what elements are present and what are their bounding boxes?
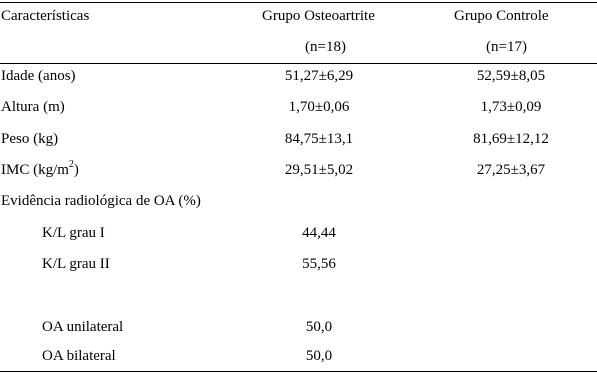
row-label-imc: [1, 161, 79, 179]
table-top-rule: [0, 2, 597, 3]
row-label-altura: Altura (m): [1, 99, 65, 115]
header-group2-name: Grupo Controle: [454, 8, 549, 24]
row-label-imc-prefix: IMC (kg/m: [1, 162, 69, 178]
table-bottom-rule: [0, 371, 597, 372]
row-label-oa-bilateral: OA bilateral: [42, 348, 116, 364]
row-value-group1-imc: 29,51±5,02: [284, 162, 354, 178]
row-label-imc-suffix: ): [73, 162, 79, 178]
row-label-oa-unilateral: OA unilateral: [42, 319, 124, 335]
row-label-evidencia-radiologica: Evidência radiológica de OA (%): [1, 193, 201, 209]
row-label-idade: Idade (anos): [1, 68, 76, 84]
row-label-peso: Peso (kg): [1, 131, 59, 147]
row-value-group2-peso: 81,69±12,12: [473, 131, 549, 147]
row-value-group1-idade: 51,27±6,29: [284, 68, 354, 84]
row-value-group2-imc: 27,25±3,67: [476, 162, 546, 178]
row-value-group2-idade: 52,59±8,05: [476, 68, 546, 84]
header-group1-name: Grupo Osteoartrite: [262, 8, 375, 24]
row-value-group1-oa-unilateral: 50,0: [305, 319, 333, 335]
row-label-kl-grau-1: K/L grau I: [42, 225, 105, 241]
row-value-group1-peso: 84,75±13,1: [284, 131, 354, 147]
header-group1-n: (n=18): [305, 39, 346, 55]
table-header-rule: [0, 63, 597, 64]
row-value-group1-kl-grau-2: 55,56: [302, 256, 336, 272]
header-group2-n: (n=17): [486, 39, 527, 55]
row-value-group1-oa-bilateral: 50,0: [305, 348, 333, 364]
header-label: Características: [1, 8, 90, 24]
row-label-kl-grau-2: K/L grau II: [42, 256, 110, 272]
row-label-imc-superscript: 2: [68, 159, 74, 170]
row-value-group2-altura: 1,73±0,09: [480, 99, 542, 115]
row-value-group1-altura: 1,70±0,06: [288, 99, 350, 115]
row-value-group1-kl-grau-1: 44,44: [302, 225, 336, 241]
